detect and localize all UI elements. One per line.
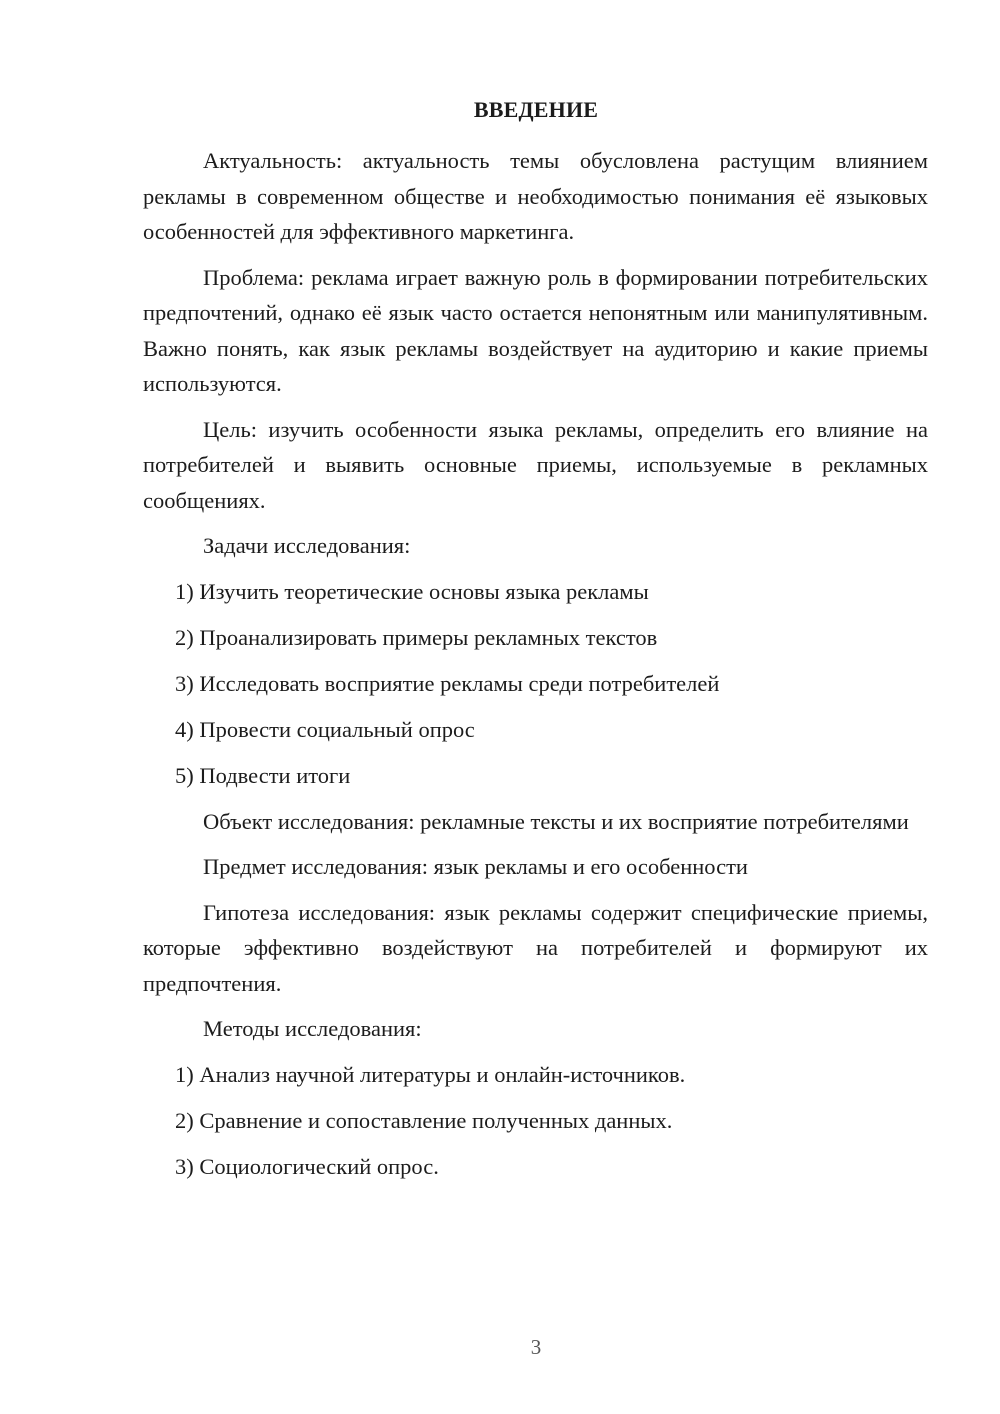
task-item: 2) Проанализировать примеры рекламных текстов bbox=[175, 624, 658, 650]
task-item: 4) Провести социальный опрос bbox=[175, 716, 475, 742]
page-number: 3 bbox=[530, 1335, 542, 1359]
tasks-list bbox=[143, 574, 928, 794]
methods-list bbox=[143, 1057, 928, 1185]
relevance-paragraph: Актуальность: актуальность темы обусловлена растущим влиянием рекламы в современном обществе и необходимостью понимания её языковых особенностей для эффективного маркетинга. bbox=[143, 148, 928, 244]
goal-paragraph: Цель: изучить особенности языка рекламы, определить его влияние на потребителей и выявить основные приемы, используемые в рекламных сообщениях. bbox=[143, 416, 928, 513]
methods-heading: Методы исследования: bbox=[203, 1016, 422, 1041]
object-paragraph: Объект исследования: рекламные тексты и их восприятие потребителями bbox=[203, 808, 909, 834]
task-item: 5) Подвести итоги bbox=[175, 762, 351, 788]
hypothesis-paragraph: Гипотеза исследования: язык рекламы содержит специфические приемы, которые эффективно воздействуют на потребителей и формируют их предпочтения. bbox=[143, 899, 928, 996]
method-item: 1) Анализ научной литературы и онлайн-источников. bbox=[175, 1061, 686, 1087]
method-item: 3) Социологический опрос. bbox=[175, 1153, 439, 1179]
task-item: 1) Изучить теоретические основы языка рекламы bbox=[175, 578, 649, 604]
document-body bbox=[143, 143, 928, 1195]
page-title: ВВЕДЕНИЕ bbox=[473, 97, 599, 122]
problem-paragraph: Проблема: реклама играет важную роль в формировании потребительских предпочтений, однако её язык часто остается непонятным или манипулятивным. Важно понять, как язык рекламы воздействует на аудиторию и какие приемы используются. bbox=[143, 264, 928, 396]
task-item: 3) Исследовать восприятие рекламы среди потребителей bbox=[175, 670, 720, 696]
subject-paragraph: Предмет исследования: язык рекламы и его особенности bbox=[203, 854, 748, 879]
tasks-heading: Задачи исследования: bbox=[203, 533, 411, 558]
method-item: 2) Сравнение и сопоставление полученных данных. bbox=[175, 1107, 673, 1133]
